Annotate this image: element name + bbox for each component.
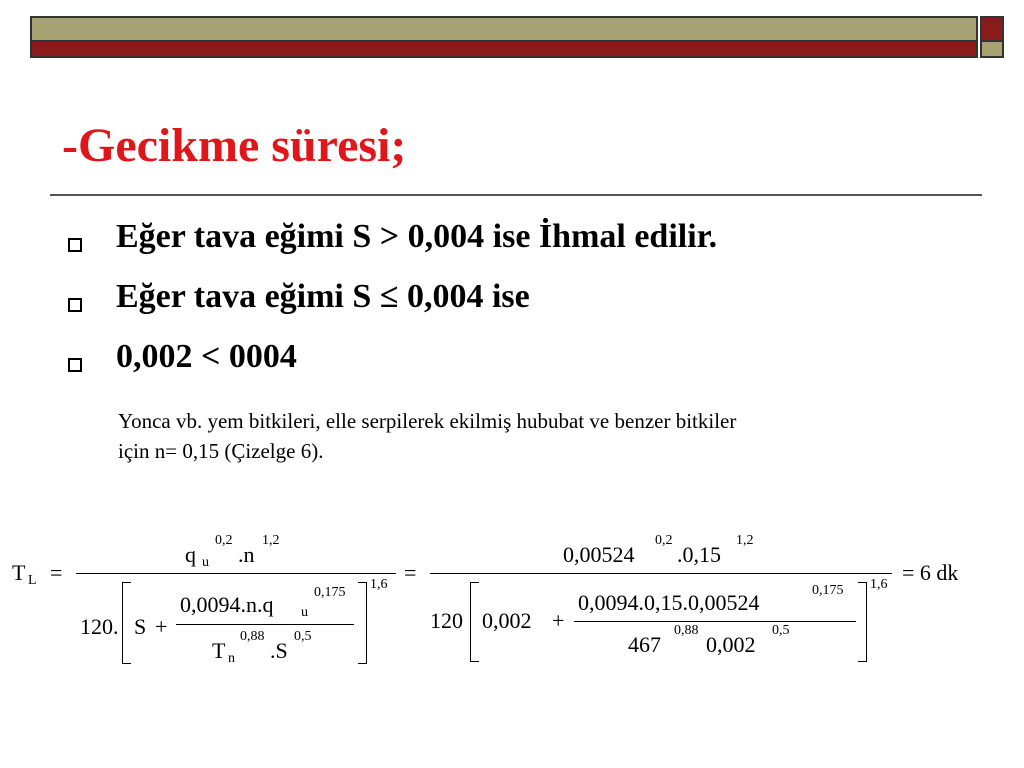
right-bracket xyxy=(858,582,867,662)
header-bar-olive xyxy=(30,16,978,42)
bullet-text: 0,002 < 0004 xyxy=(116,338,297,375)
den1-inner-num-sub: u xyxy=(301,605,308,620)
den2-inner-den-b: 0,002 xyxy=(706,632,756,657)
bullet-text: Eğer tava eğimi S ≤ 0,004 ise xyxy=(116,278,530,315)
note-line: Yonca vb. yem bitkileri, elle serpilerek ekilmiş hububat ve benzer bitkiler xyxy=(118,409,737,433)
note-line: için n= 0,15 (Çizelge 6). xyxy=(118,439,324,463)
den1-inner-num-exp: 0,175 xyxy=(314,585,346,600)
slide-title: -Gecikme süresi; xyxy=(62,119,407,172)
formula-lhs: T xyxy=(12,560,26,585)
bullet-item xyxy=(62,218,982,278)
num1-n-exp: 1,2 xyxy=(262,533,280,548)
corner-square-olive xyxy=(980,42,1004,58)
formula-result: = 6 dk xyxy=(902,560,959,585)
den1-inner-den-t-exp: 0,88 xyxy=(240,629,265,644)
note-paragraph xyxy=(118,406,978,466)
equals-sign: = xyxy=(404,560,417,585)
hollow-square-bullet-icon xyxy=(68,358,82,372)
num1-q-sub: u xyxy=(202,555,209,570)
bullet-item xyxy=(62,278,982,338)
fraction-bar-1 xyxy=(76,573,396,574)
den2-inner-num: 0,0094.0,15.0,00524 xyxy=(578,590,760,615)
hollow-square-bullet-icon xyxy=(68,298,82,312)
den1-s: S xyxy=(134,614,147,639)
equals-sign: = xyxy=(50,560,63,585)
den2-inner-den-a-exp: 0,88 xyxy=(674,623,699,638)
inner-fraction-bar-2 xyxy=(574,621,856,622)
title-divider xyxy=(50,194,982,196)
den2-val: 0,002 xyxy=(482,608,532,633)
header-bar-red xyxy=(30,42,978,58)
num2-value: 0,00524 xyxy=(563,542,635,567)
fraction-bar-2 xyxy=(430,573,892,574)
den2-coef: 120 xyxy=(430,608,463,633)
bullet-item xyxy=(62,338,982,398)
den1-coef: 120. xyxy=(80,614,119,639)
left-bracket xyxy=(122,582,131,664)
num2-mid: .0,15 xyxy=(677,542,721,567)
den1-inner-den-s-exp: 0,5 xyxy=(294,629,312,644)
bullet-text: Eğer tava eğimi S > 0,004 ise İhmal edilir. xyxy=(116,218,718,255)
corner-square-red xyxy=(980,16,1004,42)
den1-inner-num: 0,0094.n.q xyxy=(180,592,274,617)
hollow-square-bullet-icon xyxy=(68,238,82,252)
left-bracket xyxy=(470,582,479,662)
den1-inner-den-t-sub: n xyxy=(228,651,235,666)
den2-inner-den-b-exp: 0,5 xyxy=(772,623,790,638)
bullet-list xyxy=(62,218,982,398)
den2-inner-num-exp: 0,175 xyxy=(812,583,844,598)
den1-outer-exp: 1,6 xyxy=(370,577,388,592)
den2-inner-den-a: 467 xyxy=(628,632,661,657)
num1-q: q xyxy=(185,542,196,567)
den1-inner-den-t: T xyxy=(212,638,226,663)
den1-inner-den-s: .S xyxy=(270,638,288,663)
num1-n: .n xyxy=(238,542,255,567)
right-bracket xyxy=(358,582,367,664)
formula-lhs-sub: L xyxy=(28,573,37,588)
den1-plus: + xyxy=(155,614,168,639)
inner-fraction-bar-1 xyxy=(176,624,354,625)
num2-exp1: 0,2 xyxy=(655,533,673,548)
den2-outer-exp: 1,6 xyxy=(870,577,888,592)
den2-plus: + xyxy=(552,608,565,633)
num2-exp2: 1,2 xyxy=(736,533,754,548)
num1-q-exp: 0,2 xyxy=(215,533,233,548)
